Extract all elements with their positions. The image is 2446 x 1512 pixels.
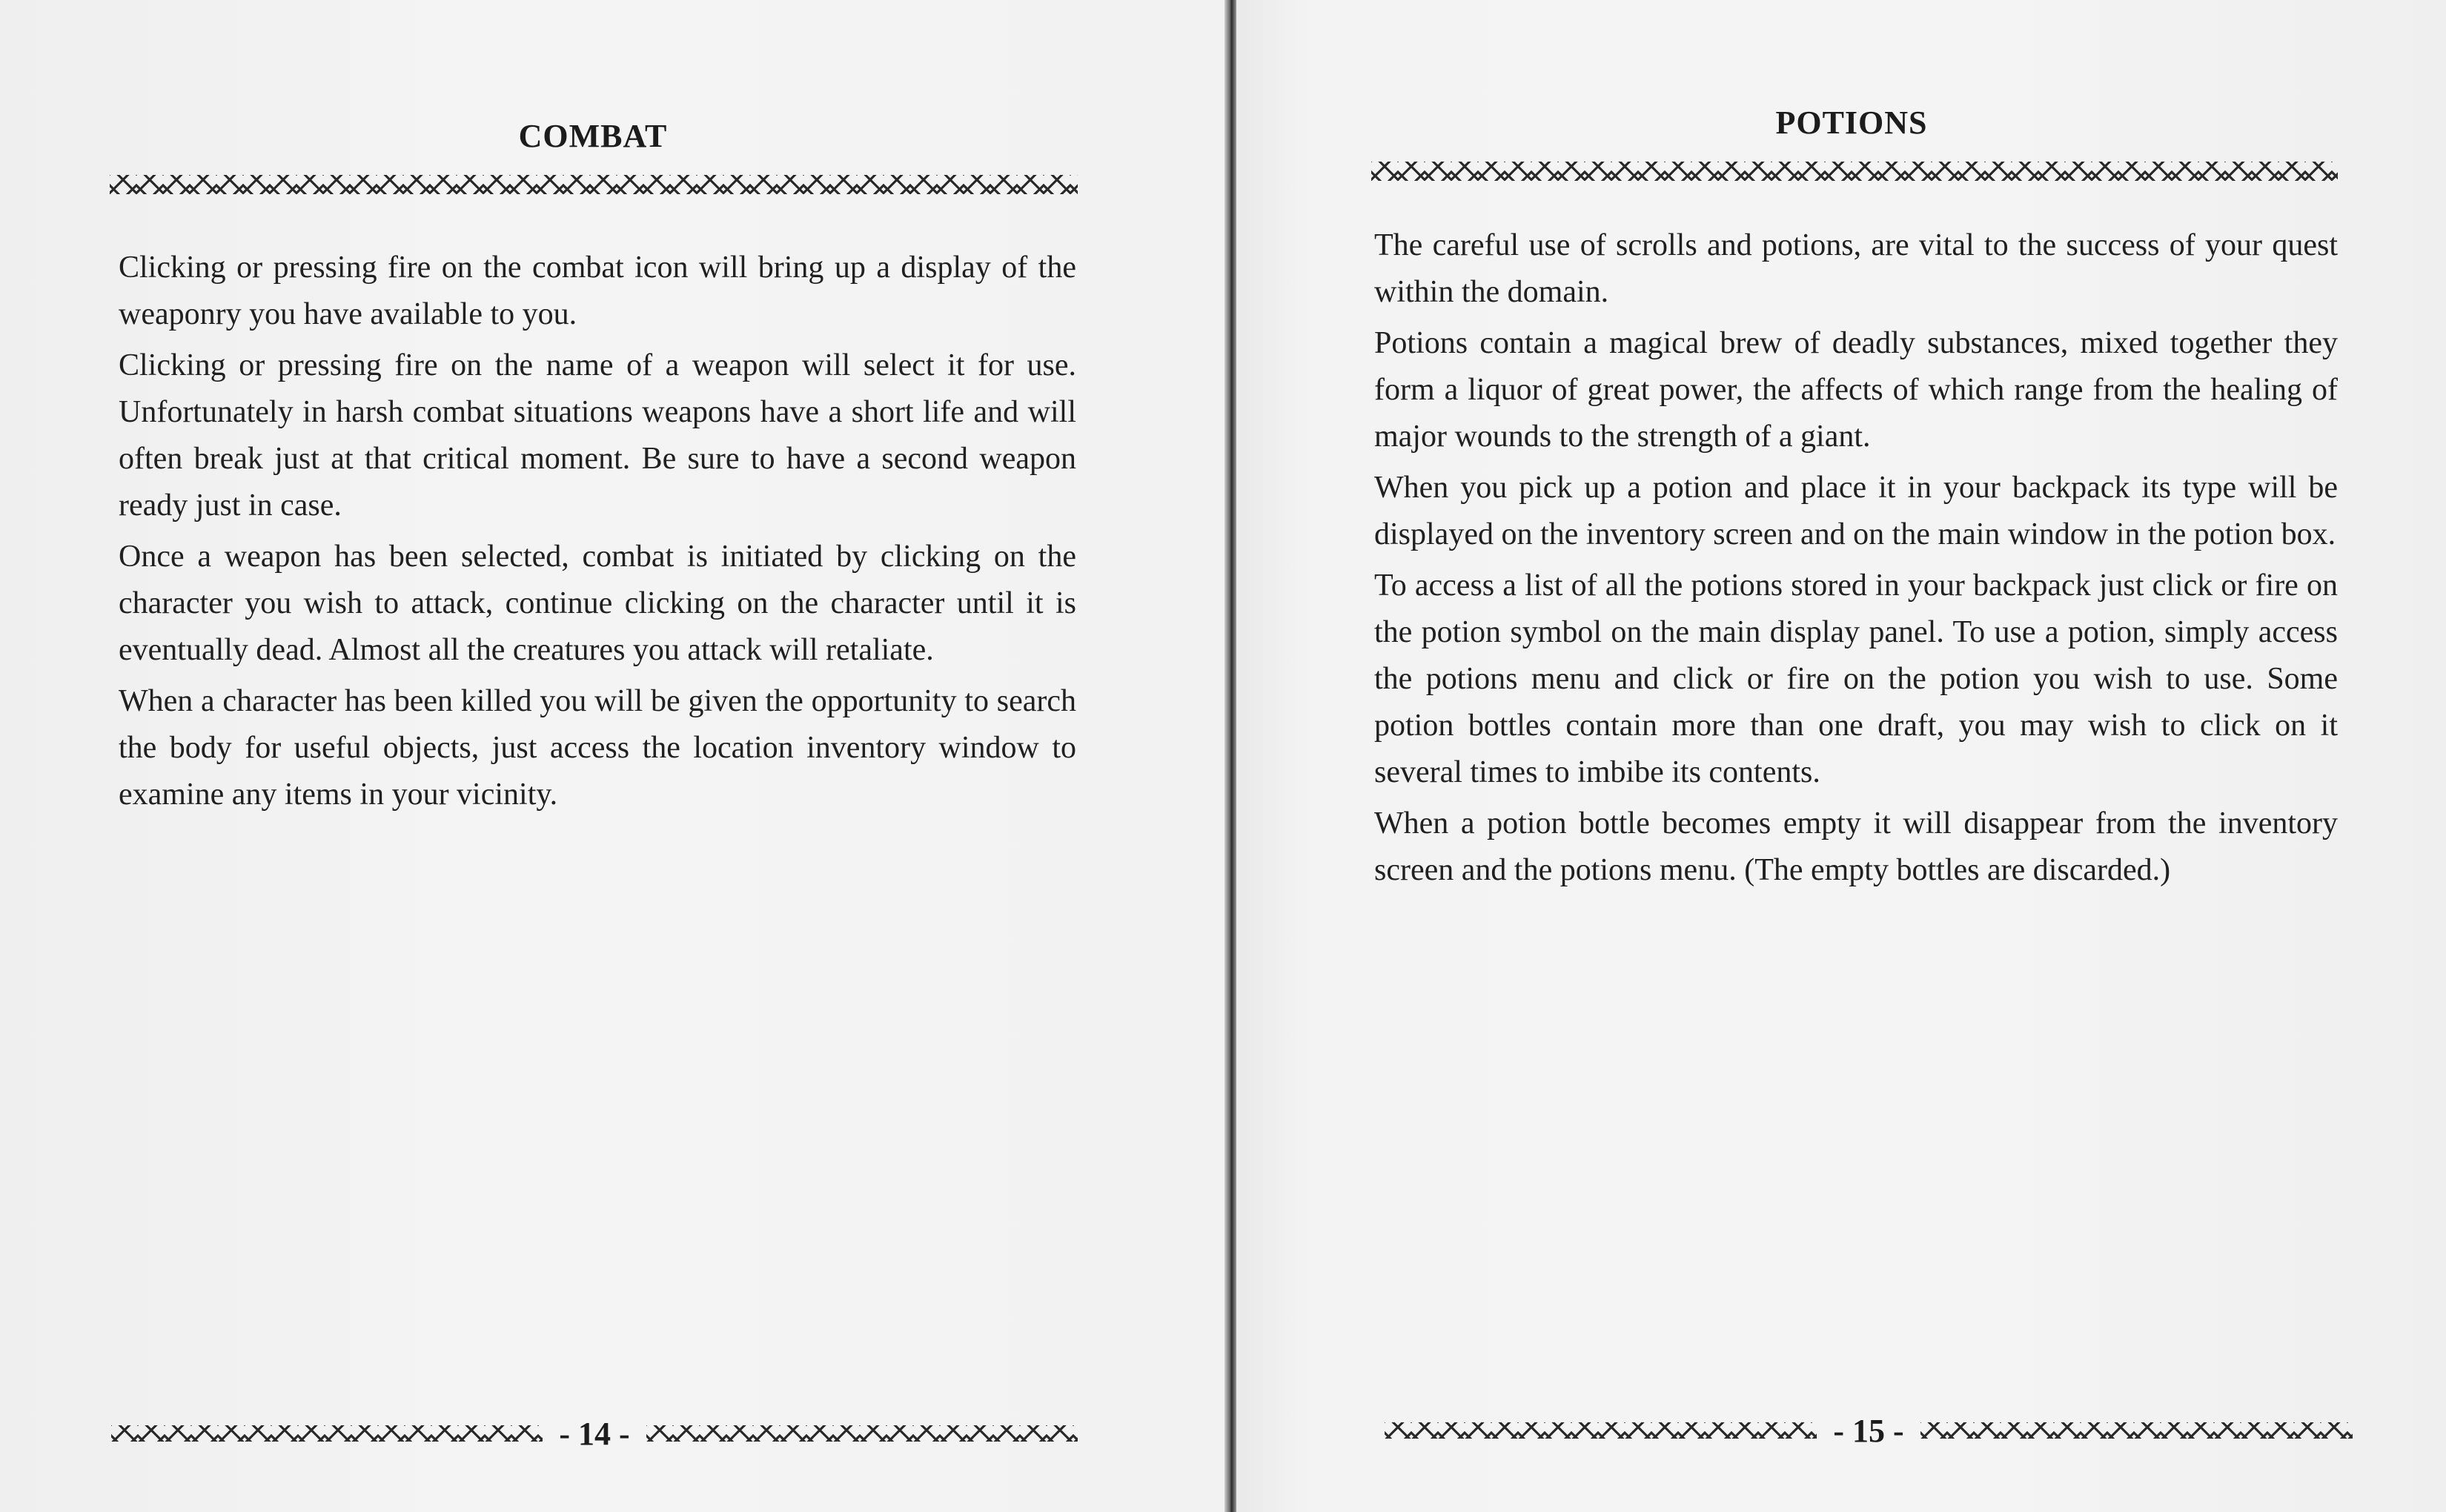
decorative-border bbox=[1920, 1422, 2353, 1439]
body-text bbox=[119, 245, 1076, 823]
body-text bbox=[1374, 222, 2338, 898]
page-number: - 14 - bbox=[559, 1415, 630, 1452]
decorative-border bbox=[646, 1425, 1078, 1442]
right-page bbox=[1236, 0, 2446, 1512]
decorative-border bbox=[111, 1425, 543, 1442]
page-footer bbox=[1385, 1412, 2353, 1449]
decorative-border bbox=[1385, 1422, 1817, 1439]
paragraph: When a potion bottle becomes empty it will disappear from the inventory screen and the potions menu. (The empty bottles are discarded.) bbox=[1374, 806, 2338, 887]
decorative-border bbox=[1371, 162, 2338, 181]
paragraph: Potions contain a magical brew of deadly substances, mixed together they form a liquor of great power, the affects of which range from the healing of major wounds to the strength of a giant. bbox=[1374, 326, 2338, 454]
book-gutter bbox=[1224, 0, 1236, 1512]
paragraph: Once a weapon has been selected, combat is initiated by clicking on the character you wish to attack, continue clicking on the character until it is eventually dead. Almost all the creatures you attack will retaliate. bbox=[119, 540, 1076, 667]
decorative-border bbox=[110, 175, 1078, 194]
paragraph: When a character has been killed you will be given the opportunity to search the body for useful objects, just access the location inventory window to examine any items in your vicinity. bbox=[119, 684, 1076, 812]
paragraph: To access a list of all the potions stored in your backpack just click or fire on the potion symbol on the main display panel. To use a potion, simply access the potions menu and click or fire on the potion you wish to use. Some potion bottles contain more than one draft, you may wish to click on it several times to imbibe its contents. bbox=[1374, 568, 2338, 789]
page-footer bbox=[111, 1415, 1078, 1452]
page-title: COMBAT bbox=[518, 118, 668, 154]
page-title: POTIONS bbox=[1775, 105, 1928, 141]
paragraph: Clicking or pressing fire on the combat icon will bring up a display of the weaponry you have available to you. bbox=[119, 251, 1076, 331]
paragraph: When you pick up a potion and place it in your backpack its type will be displayed on the inventory screen and on the main window in the potion box. bbox=[1374, 471, 2338, 551]
paragraph: Clicking or pressing fire on the name of a weapon will select it for use. Unfortunately in harsh combat situations weapons have a short life and will often break just at that critical moment. Be sure to have a second weapon ready just in case. bbox=[119, 348, 1076, 523]
paragraph: The careful use of scrolls and potions, are vital to the success of your quest within the domain. bbox=[1374, 228, 2338, 309]
page-number: - 15 - bbox=[1833, 1412, 1904, 1449]
